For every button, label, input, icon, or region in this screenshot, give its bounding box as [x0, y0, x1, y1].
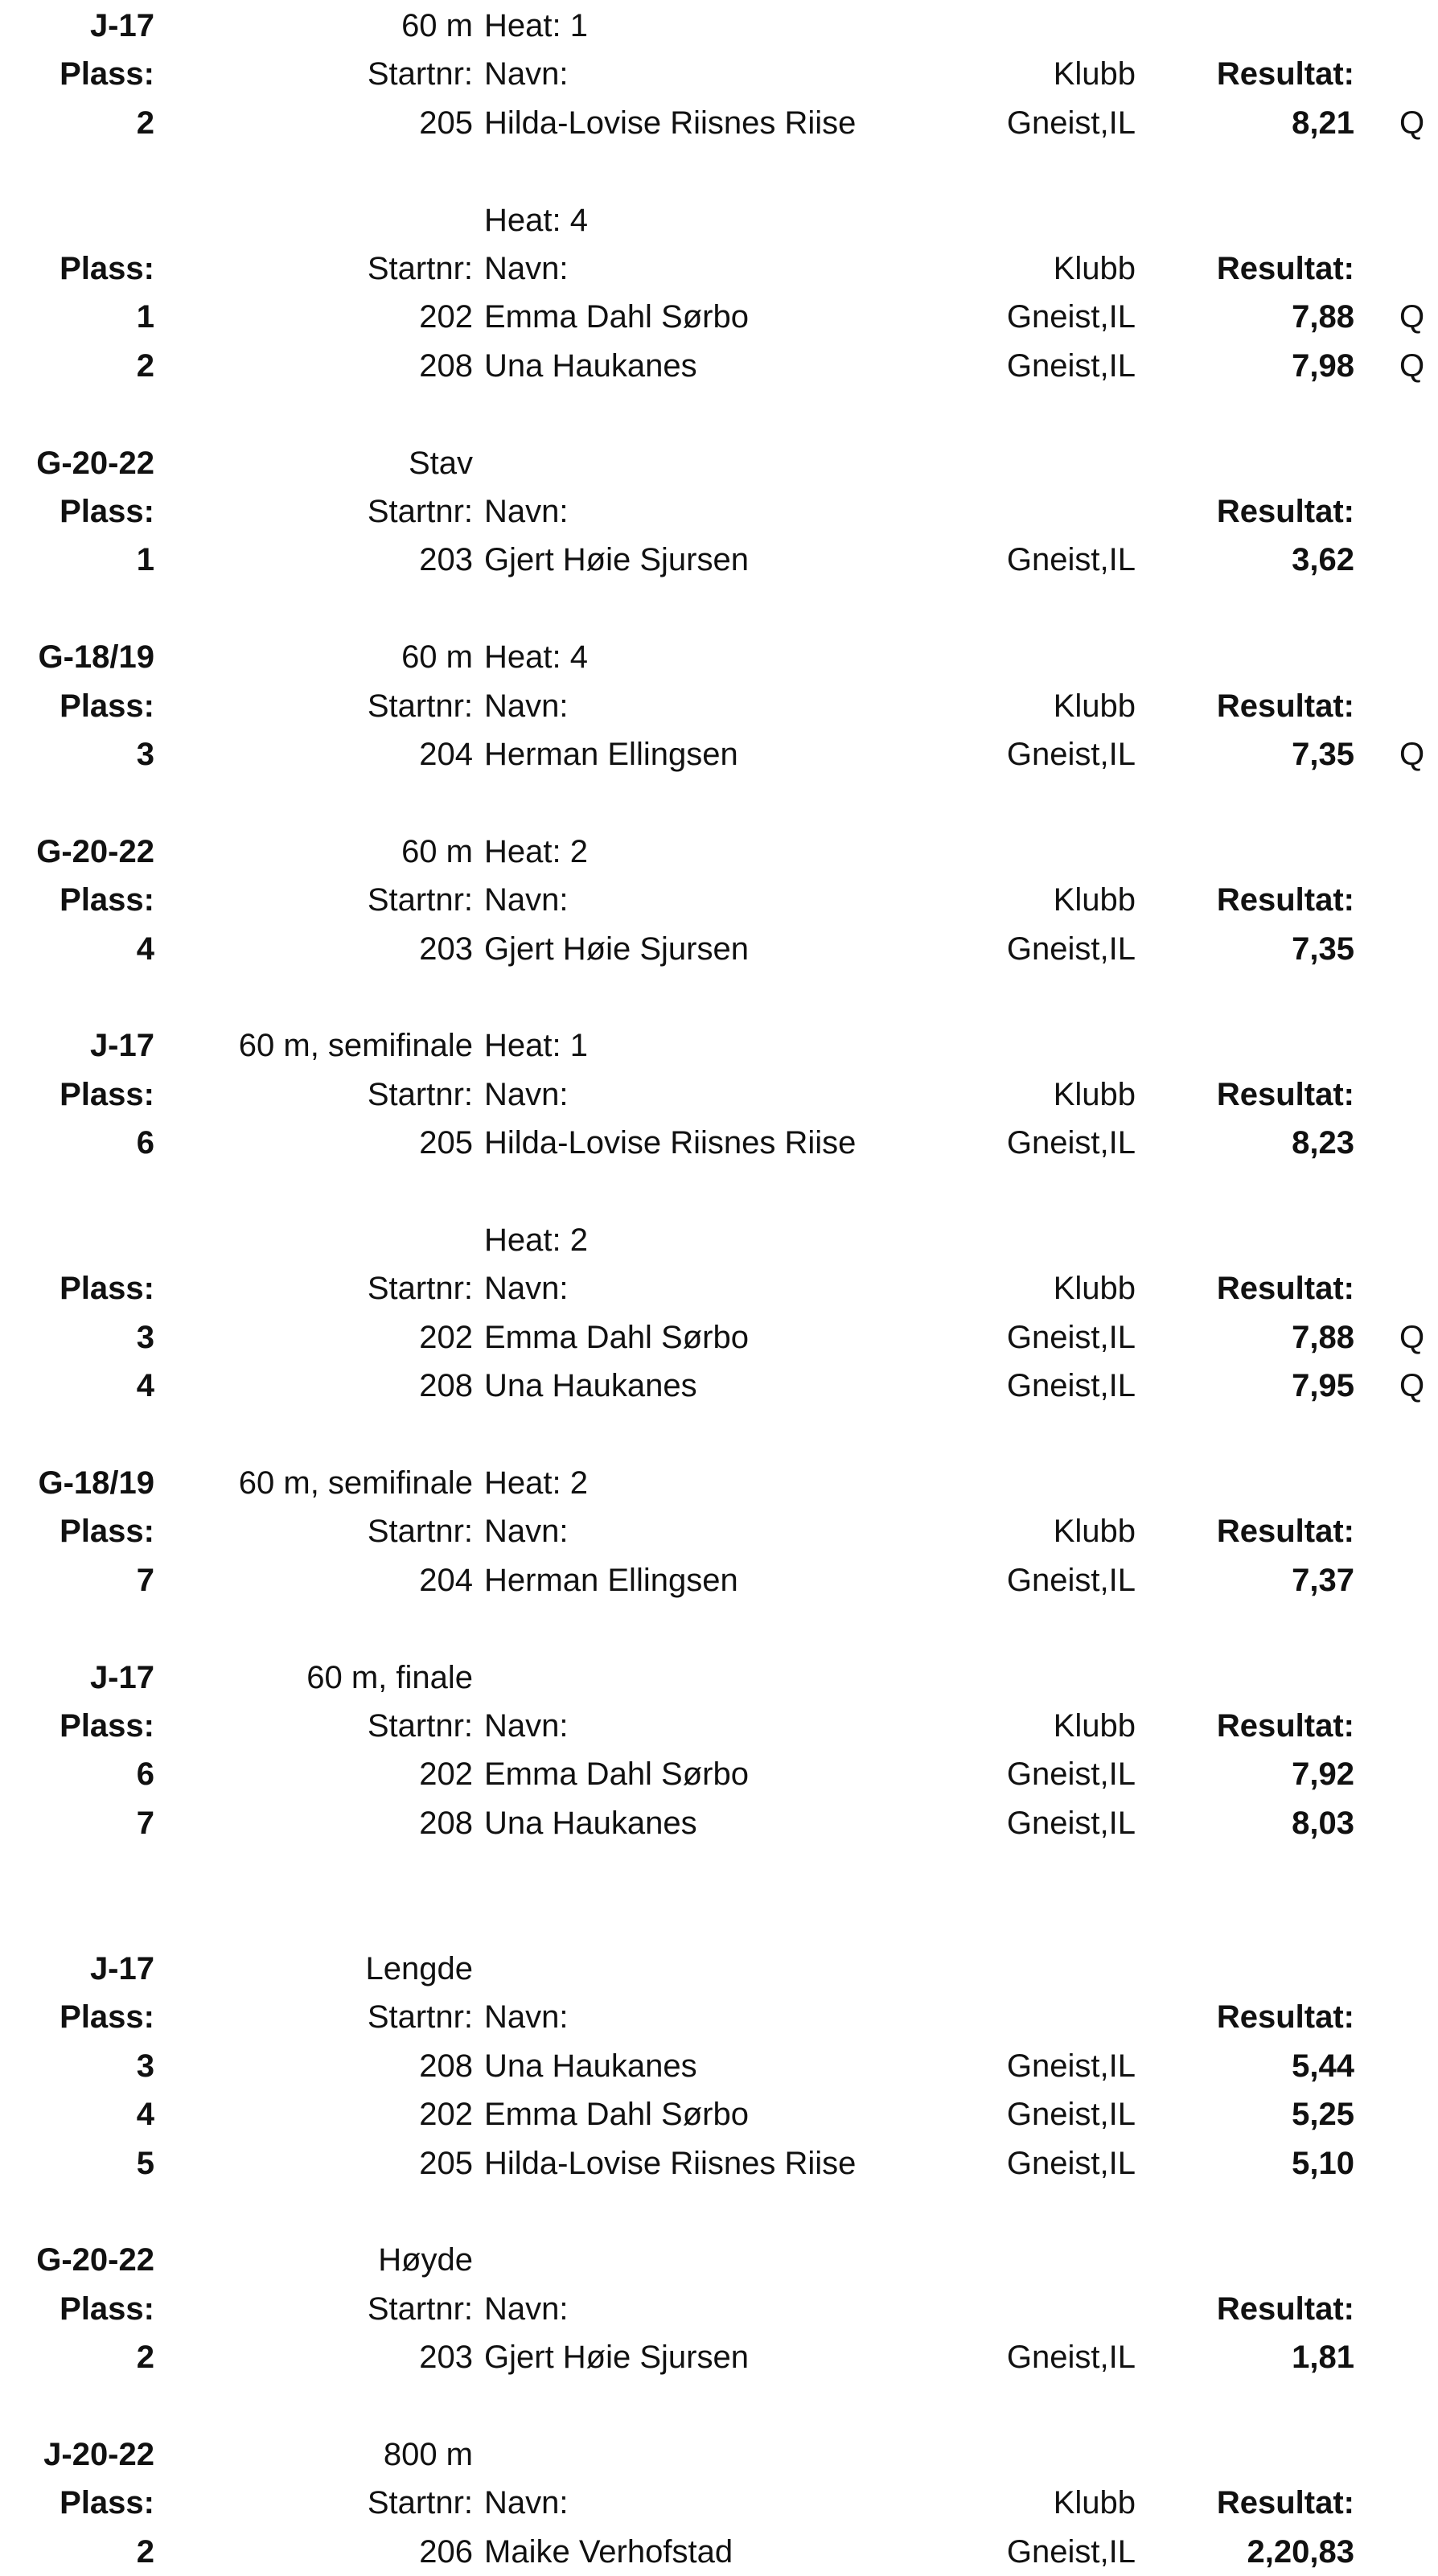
bib-value: 208 [419, 2048, 473, 2084]
athlete-row [0, 1119, 1438, 1167]
name-header: Navn: [484, 2485, 569, 2521]
heat-label: Heat: 4 [484, 202, 588, 238]
event-class: J-17 [89, 1951, 154, 1986]
result-value: 5,10 [1292, 2145, 1354, 2181]
event-class: G-20-22 [36, 833, 154, 869]
athlete-name: Herman Ellingsen [484, 737, 738, 772]
place-header: Plass: [60, 56, 154, 92]
club-header: Klubb [1053, 882, 1136, 918]
heat-label: Heat: 2 [484, 1222, 588, 1258]
club-value: Gneist,IL [1006, 1562, 1136, 1598]
event-name: Stav [408, 445, 473, 481]
result-value: 8,23 [1292, 1125, 1354, 1161]
club-header: Klubb [1053, 1708, 1136, 1744]
column-header-row [0, 876, 1438, 924]
athlete-name: Una Haukanes [484, 1368, 697, 1404]
bib-value: 208 [419, 1805, 473, 1841]
bib-header: Startnr: [367, 1271, 473, 1307]
athlete-row [0, 536, 1438, 584]
athlete-row [0, 1799, 1438, 1847]
qualified-mark: Q [1399, 1368, 1425, 1404]
club-header [925, 2285, 1136, 2333]
athlete-name: Emma Dahl Sørbo [484, 299, 749, 335]
column-header-row [0, 1264, 1438, 1313]
event-name: Høyde [378, 2242, 473, 2278]
place-value: 2 [136, 2340, 154, 2376]
name-header: Navn: [484, 1999, 569, 2036]
place-value: 2 [136, 105, 154, 141]
section-title-row [0, 2430, 1438, 2479]
bib-header: Startnr: [367, 882, 473, 918]
bib-header: Startnr: [367, 251, 473, 286]
event-name: 60 m, semifinale [238, 1028, 473, 1064]
club-value: Gneist,IL [1006, 347, 1136, 384]
result-header: Resultat: [1216, 1514, 1354, 1550]
club-value: Gneist,IL [1006, 1756, 1136, 1793]
athlete-row [0, 2090, 1438, 2138]
bib-value: 205 [419, 2145, 473, 2181]
result-value: 7,88 [1292, 1319, 1354, 1355]
qualified-mark [1399, 2042, 1432, 2090]
bib-header: Startnr: [367, 56, 473, 92]
place-header: Plass: [60, 1514, 154, 1550]
event-class [0, 196, 154, 244]
bib-header: Startnr: [367, 2485, 473, 2521]
result-header: Resultat: [1216, 1708, 1354, 1744]
place-header: Plass: [60, 2485, 154, 2521]
qualified-mark [1399, 2333, 1432, 2381]
bib-header: Startnr: [367, 688, 473, 724]
section-title-row [0, 1216, 1438, 1264]
club-value: Gneist,IL [1006, 737, 1136, 772]
name-header: Navn: [484, 688, 569, 724]
athlete-row [0, 2333, 1438, 2381]
club-value: Gneist,IL [1006, 2097, 1136, 2133]
bib-value: 202 [419, 2097, 473, 2133]
place-header: Plass: [60, 1999, 154, 2036]
place-value: 4 [136, 931, 154, 967]
club-header [925, 1993, 1136, 2041]
club-value: Gneist,IL [1006, 1368, 1136, 1404]
club-value: Gneist,IL [1006, 2533, 1136, 2570]
place-value: 7 [136, 1805, 154, 1841]
section-title-row [0, 1021, 1438, 1070]
club-value: Gneist,IL [1006, 105, 1136, 141]
place-header: Plass: [60, 688, 154, 724]
name-header: Navn: [484, 1708, 569, 1744]
place-value: 3 [136, 1319, 154, 1355]
name-header: Navn: [484, 56, 569, 92]
club-value: Gneist,IL [1006, 1125, 1136, 1161]
place-header: Plass: [60, 1076, 154, 1112]
heat-label: Heat: 2 [484, 833, 588, 869]
bib-value: 202 [419, 1319, 473, 1355]
event-class: G-20-22 [36, 445, 154, 481]
qualified-mark [1399, 2090, 1432, 2138]
place-header: Plass: [60, 2290, 154, 2327]
athlete-row [0, 1750, 1438, 1798]
place-header: Plass: [60, 494, 154, 529]
athlete-row [0, 342, 1438, 390]
result-header: Resultat: [1216, 1271, 1354, 1307]
qualified-mark [1399, 1556, 1432, 1604]
club-header: Klubb [1053, 1076, 1136, 1112]
bib-value: 202 [419, 299, 473, 335]
result-value: 7,35 [1292, 931, 1354, 967]
name-header: Navn: [484, 251, 569, 286]
result-value: 5,25 [1292, 2097, 1354, 2133]
event-class: G-18/19 [38, 1465, 154, 1501]
place-value: 1 [136, 299, 154, 335]
bib-value: 204 [419, 737, 473, 772]
heat-label [484, 2430, 983, 2479]
athlete-row [0, 925, 1438, 973]
place-value: 5 [136, 2145, 154, 2181]
name-header: Navn: [484, 882, 569, 918]
athlete-name: Gjert Høie Sjursen [484, 931, 749, 967]
section-title-row [0, 1945, 1438, 1993]
qualified-mark [1399, 536, 1432, 584]
name-header: Navn: [484, 1076, 569, 1112]
column-header-row [0, 1070, 1438, 1119]
event-name: 60 m, semifinale [238, 1465, 473, 1501]
athlete-row [0, 730, 1438, 779]
result-header: Resultat: [1216, 1999, 1354, 2036]
result-header: Resultat: [1216, 2290, 1354, 2327]
qualified-mark [1399, 2139, 1432, 2188]
result-value: 7,98 [1292, 347, 1354, 384]
column-header-row [0, 50, 1438, 98]
athlete-row [0, 1556, 1438, 1604]
section-title-row [0, 196, 1438, 244]
athlete-name: Una Haukanes [484, 1805, 697, 1841]
place-value: 1 [136, 542, 154, 578]
qualified-mark [1399, 1119, 1432, 1167]
name-header: Navn: [484, 2290, 569, 2327]
place-header: Plass: [60, 882, 154, 918]
club-value: Gneist,IL [1006, 542, 1136, 578]
event-class: J-20-22 [43, 2437, 154, 2472]
athlete-name: Hilda-Lovise Riisnes Riise [484, 2145, 857, 2181]
athlete-name: Emma Dahl Sørbo [484, 1756, 749, 1793]
athlete-row [0, 2139, 1438, 2188]
bib-header: Startnr: [367, 1708, 473, 1744]
result-header: Resultat: [1216, 688, 1354, 724]
name-header: Navn: [484, 494, 569, 529]
place-value: 7 [136, 1562, 154, 1598]
athlete-row [0, 99, 1438, 147]
column-header-row [0, 682, 1438, 730]
athlete-name: Hilda-Lovise Riisnes Riise [484, 105, 857, 141]
result-value: 8,03 [1292, 1805, 1354, 1841]
bib-value: 206 [419, 2533, 473, 2570]
result-value: 7,35 [1292, 737, 1354, 772]
club-value: Gneist,IL [1006, 2145, 1136, 2181]
club-value: Gneist,IL [1006, 1319, 1136, 1355]
column-header-row [0, 244, 1438, 293]
result-value: 2,20,83 [1247, 2533, 1354, 2570]
result-value: 7,37 [1292, 1562, 1354, 1598]
column-header-row [0, 1993, 1438, 2041]
event-name: 800 m [383, 2437, 473, 2472]
club-value: Gneist,IL [1006, 299, 1136, 335]
heat-label: Heat: 4 [484, 639, 588, 676]
place-value: 3 [136, 737, 154, 772]
club-value: Gneist,IL [1006, 1805, 1136, 1841]
qualified-mark: Q [1399, 299, 1425, 335]
bib-header: Startnr: [367, 1514, 473, 1550]
club-header: Klubb [1053, 56, 1136, 92]
result-header: Resultat: [1216, 251, 1354, 286]
section-title-row [0, 1459, 1438, 1507]
heat-label [484, 1945, 983, 1993]
heat-label: Heat: 1 [484, 8, 588, 43]
result-header: Resultat: [1216, 494, 1354, 529]
event-class: J-17 [89, 8, 154, 43]
result-value: 8,21 [1292, 105, 1354, 141]
bib-value: 202 [419, 1756, 473, 1793]
place-header: Plass: [60, 1708, 154, 1744]
bib-value: 205 [419, 1125, 473, 1161]
athlete-row [0, 1313, 1438, 1362]
athlete-row [0, 293, 1438, 341]
heat-label [484, 439, 983, 487]
event-class [0, 1216, 154, 1264]
athlete-name: Herman Ellingsen [484, 1562, 738, 1598]
bib-value: 208 [419, 1368, 473, 1404]
event-class: J-17 [89, 1028, 154, 1064]
result-header: Resultat: [1216, 2485, 1354, 2521]
place-value: 6 [136, 1756, 154, 1793]
event-name: Lengde [365, 1951, 473, 1986]
name-header: Navn: [484, 1514, 569, 1550]
qualified-mark [1399, 925, 1432, 973]
event-name [161, 196, 473, 244]
bib-value: 205 [419, 105, 473, 141]
bib-header: Startnr: [367, 1076, 473, 1112]
section-title-row [0, 633, 1438, 681]
section-title-row [0, 2, 1438, 50]
bib-value: 208 [419, 347, 473, 384]
athlete-row [0, 1362, 1438, 1410]
bib-header: Startnr: [367, 494, 473, 529]
column-header-row [0, 487, 1438, 536]
qualified-mark [1399, 2528, 1432, 2576]
athlete-name: Gjert Høie Sjursen [484, 2340, 749, 2376]
result-value: 1,81 [1292, 2340, 1354, 2376]
event-name: 60 m, finale [306, 1659, 473, 1695]
place-value: 4 [136, 2097, 154, 2133]
place-value: 2 [136, 2533, 154, 2570]
result-value: 7,95 [1292, 1368, 1354, 1404]
place-header: Plass: [60, 251, 154, 286]
heat-label: Heat: 1 [484, 1028, 588, 1064]
result-value: 3,62 [1292, 542, 1354, 578]
place-header: Plass: [60, 1271, 154, 1307]
qualified-mark: Q [1399, 737, 1425, 772]
section-title-row [0, 439, 1438, 487]
result-header: Resultat: [1216, 56, 1354, 92]
section-title-row [0, 1654, 1438, 1702]
club-header: Klubb [1053, 2485, 1136, 2521]
place-value: 6 [136, 1125, 154, 1161]
bib-value: 203 [419, 931, 473, 967]
column-header-row [0, 2285, 1438, 2333]
qualified-mark [1399, 1799, 1432, 1847]
event-name: 60 m [401, 833, 473, 869]
club-header: Klubb [1053, 251, 1136, 286]
club-value: Gneist,IL [1006, 931, 1136, 967]
athlete-name: Hilda-Lovise Riisnes Riise [484, 1125, 857, 1161]
athlete-name: Gjert Høie Sjursen [484, 542, 749, 578]
club-header [925, 487, 1136, 536]
section-title-row [0, 828, 1438, 876]
result-value: 5,44 [1292, 2048, 1354, 2084]
event-name: 60 m [401, 8, 473, 43]
event-name: 60 m [401, 639, 473, 676]
bib-value: 204 [419, 1562, 473, 1598]
qualified-mark: Q [1399, 1319, 1425, 1355]
club-header: Klubb [1053, 1271, 1136, 1307]
heat-label: Heat: 2 [484, 1465, 588, 1501]
qualified-mark [1399, 1750, 1432, 1798]
name-header: Navn: [484, 1271, 569, 1307]
athlete-name: Una Haukanes [484, 2048, 697, 2084]
athlete-row [0, 2528, 1438, 2576]
club-header: Klubb [1053, 688, 1136, 724]
column-header-row [0, 1507, 1438, 1555]
athlete-name: Emma Dahl Sørbo [484, 1319, 749, 1355]
athlete-name: Una Haukanes [484, 347, 697, 384]
event-class: G-20-22 [36, 2242, 154, 2278]
result-value: 7,88 [1292, 299, 1354, 335]
event-class: J-17 [89, 1659, 154, 1695]
event-name [161, 1216, 473, 1264]
heat-label [484, 1654, 983, 1702]
event-class: G-18/19 [38, 639, 154, 676]
bib-value: 203 [419, 542, 473, 578]
athlete-row [0, 2042, 1438, 2090]
athlete-name: Maike Verhofstad [484, 2533, 733, 2570]
bib-header: Startnr: [367, 1999, 473, 2036]
club-value: Gneist,IL [1006, 2048, 1136, 2084]
club-header: Klubb [1053, 1514, 1136, 1550]
column-header-row [0, 2479, 1438, 2527]
club-value: Gneist,IL [1006, 2340, 1136, 2376]
place-value: 2 [136, 347, 154, 384]
result-header: Resultat: [1216, 1076, 1354, 1112]
athlete-name: Emma Dahl Sørbo [484, 2097, 749, 2133]
place-value: 3 [136, 2048, 154, 2084]
result-value: 7,92 [1292, 1756, 1354, 1793]
bib-header: Startnr: [367, 2290, 473, 2327]
qualified-mark: Q [1399, 105, 1425, 141]
result-header: Resultat: [1216, 882, 1354, 918]
section-title-row [0, 2236, 1438, 2284]
qualified-mark: Q [1399, 347, 1425, 384]
heat-label [484, 2236, 983, 2284]
bib-value: 203 [419, 2340, 473, 2376]
place-value: 4 [136, 1368, 154, 1404]
column-header-row [0, 1702, 1438, 1750]
